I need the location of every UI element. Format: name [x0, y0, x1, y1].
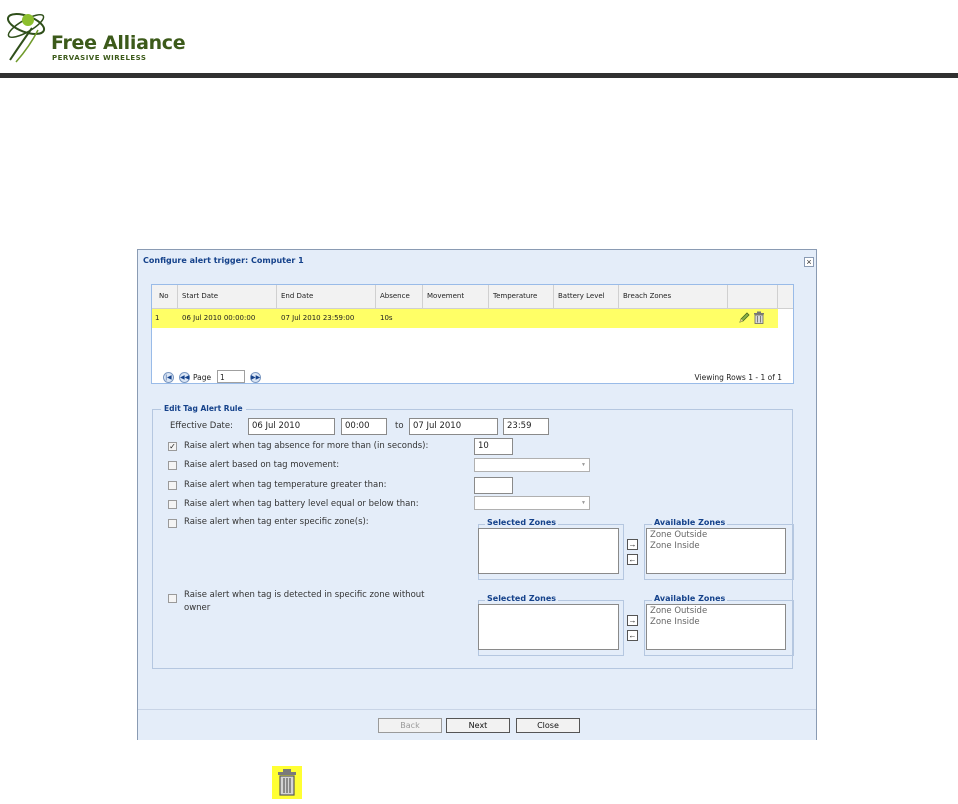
selected-zones-title: Selected Zones: [487, 594, 557, 603]
fieldset-legend: Edit Tag Alert Rule: [161, 404, 246, 413]
absence-rule-label: Raise alert when tag absence for more than (in seconds):: [184, 441, 429, 451]
movement-rule-label: Raise alert based on tag movement:: [184, 460, 340, 470]
grid-pager: [151, 368, 792, 390]
absence-checkbox[interactable]: ✓: [169, 442, 176, 451]
cell-absence: 10s: [380, 314, 393, 322]
zone-option-outside[interactable]: Zone Outside: [650, 530, 708, 540]
chevron-down-icon: ▼: [581, 462, 586, 468]
available-zones-title: Available Zones: [654, 518, 726, 527]
add-zone-arrow-icon[interactable]: →: [628, 540, 637, 549]
effective-date-label: Effective Date:: [170, 421, 233, 431]
temperature-field[interactable]: [474, 477, 513, 494]
trash-icon[interactable]: [753, 311, 765, 324]
configure-alert-dialog: [137, 249, 817, 740]
end-time-field[interactable]: 23:59: [503, 418, 549, 435]
movement-select[interactable]: [474, 458, 590, 472]
column-divider: [422, 285, 423, 308]
temperature-checkbox[interactable]: [168, 481, 177, 490]
dialog-footer: [138, 709, 816, 740]
battery-select[interactable]: [474, 496, 590, 510]
zone-owner-checkbox[interactable]: [168, 594, 177, 603]
first-page-icon[interactable]: |◀: [163, 372, 174, 383]
start-time-field[interactable]: 00:00: [341, 418, 387, 435]
zone-owner-rule-label-line2: owner: [184, 603, 211, 613]
battery-checkbox[interactable]: [168, 500, 177, 509]
next-page-icon[interactable]: ▶▶: [250, 372, 261, 383]
column-header-start-date[interactable]: Start Date: [182, 292, 219, 300]
logo-title: Free Alliance: [51, 32, 186, 54]
page-number-input[interactable]: 1: [217, 370, 245, 383]
dialog-title: Configure alert trigger: Computer 1: [143, 256, 304, 265]
column-divider: [553, 285, 554, 308]
battery-rule-label: Raise alert when tag battery level equal or below than:: [184, 499, 419, 509]
trash-icon: [272, 766, 302, 799]
column-header-battery-level[interactable]: Battery Level: [558, 292, 605, 300]
page-label: Page: [193, 373, 212, 382]
temperature-rule-label: Raise alert when tag temperature greater than:: [184, 480, 387, 490]
column-header-absence[interactable]: Absence: [380, 292, 410, 300]
available-zones-list[interactable]: [646, 528, 786, 574]
remove-zone-arrow-icon[interactable]: ←: [628, 631, 637, 640]
cell-no: 1: [155, 314, 160, 322]
column-header-end-date[interactable]: End Date: [281, 292, 314, 300]
viewing-rows-status: Viewing Rows 1 - 1 of 1: [694, 373, 782, 382]
zone-option-inside[interactable]: Zone Inside: [650, 617, 700, 627]
to-label: to: [395, 421, 404, 431]
available-zones-title: Available Zones: [654, 594, 726, 603]
zone-option-inside[interactable]: Zone Inside: [650, 541, 700, 551]
zone-owner-rule-label-line1: Raise alert when tag is detected in specific zone without: [184, 590, 425, 600]
available-zones-list[interactable]: [646, 604, 786, 650]
selected-zones-list[interactable]: [478, 528, 619, 574]
movement-checkbox[interactable]: [168, 461, 177, 470]
selected-zones-list[interactable]: [478, 604, 619, 650]
close-button[interactable]: Close: [516, 718, 580, 733]
edit-tag-alert-rule-fieldset: [152, 404, 793, 669]
free-alliance-logo: [4, 2, 186, 66]
selected-zones-title: Selected Zones: [487, 518, 557, 527]
next-button[interactable]: Next: [446, 718, 510, 733]
column-header-movement[interactable]: Movement: [427, 292, 465, 300]
column-divider: [618, 285, 619, 308]
column-divider: [488, 285, 489, 308]
previous-page-icon[interactable]: ◀◀: [179, 372, 190, 383]
logo-tagline: PERVASIVE WIRELESS: [52, 54, 147, 62]
chevron-down-icon: ▼: [581, 500, 586, 506]
column-divider: [276, 285, 277, 308]
cell-end-date: 07 Jul 2010 23:59:00: [281, 314, 355, 322]
end-date-field[interactable]: 07 Jul 2010: [409, 418, 498, 435]
start-date-field[interactable]: 06 Jul 2010: [248, 418, 335, 435]
table-row[interactable]: [152, 309, 778, 328]
zone-enter-checkbox[interactable]: [168, 519, 177, 528]
trash-icon: [272, 766, 302, 799]
column-divider: [777, 285, 778, 308]
column-divider: [177, 285, 178, 308]
grid-header: [152, 285, 793, 309]
column-divider: [727, 285, 728, 308]
column-header-breach-zones[interactable]: Breach Zones: [623, 292, 672, 300]
add-zone-arrow-icon[interactable]: →: [628, 616, 637, 625]
column-header-temperature[interactable]: Temperature: [493, 292, 538, 300]
remove-zone-arrow-icon[interactable]: ←: [628, 555, 637, 564]
cell-start-date: 06 Jul 2010 00:00:00: [182, 314, 256, 322]
column-divider: [375, 285, 376, 308]
zone-option-outside[interactable]: Zone Outside: [650, 606, 708, 616]
absence-seconds-field[interactable]: 10: [474, 438, 513, 455]
zone-enter-rule-label: Raise alert when tag enter specific zone(s):: [184, 517, 369, 527]
back-button[interactable]: Back: [378, 718, 442, 733]
column-header-no[interactable]: No: [159, 292, 169, 300]
header-divider: [0, 73, 958, 78]
close-icon[interactable]: ×: [804, 257, 814, 267]
pencil-icon[interactable]: [738, 312, 750, 324]
